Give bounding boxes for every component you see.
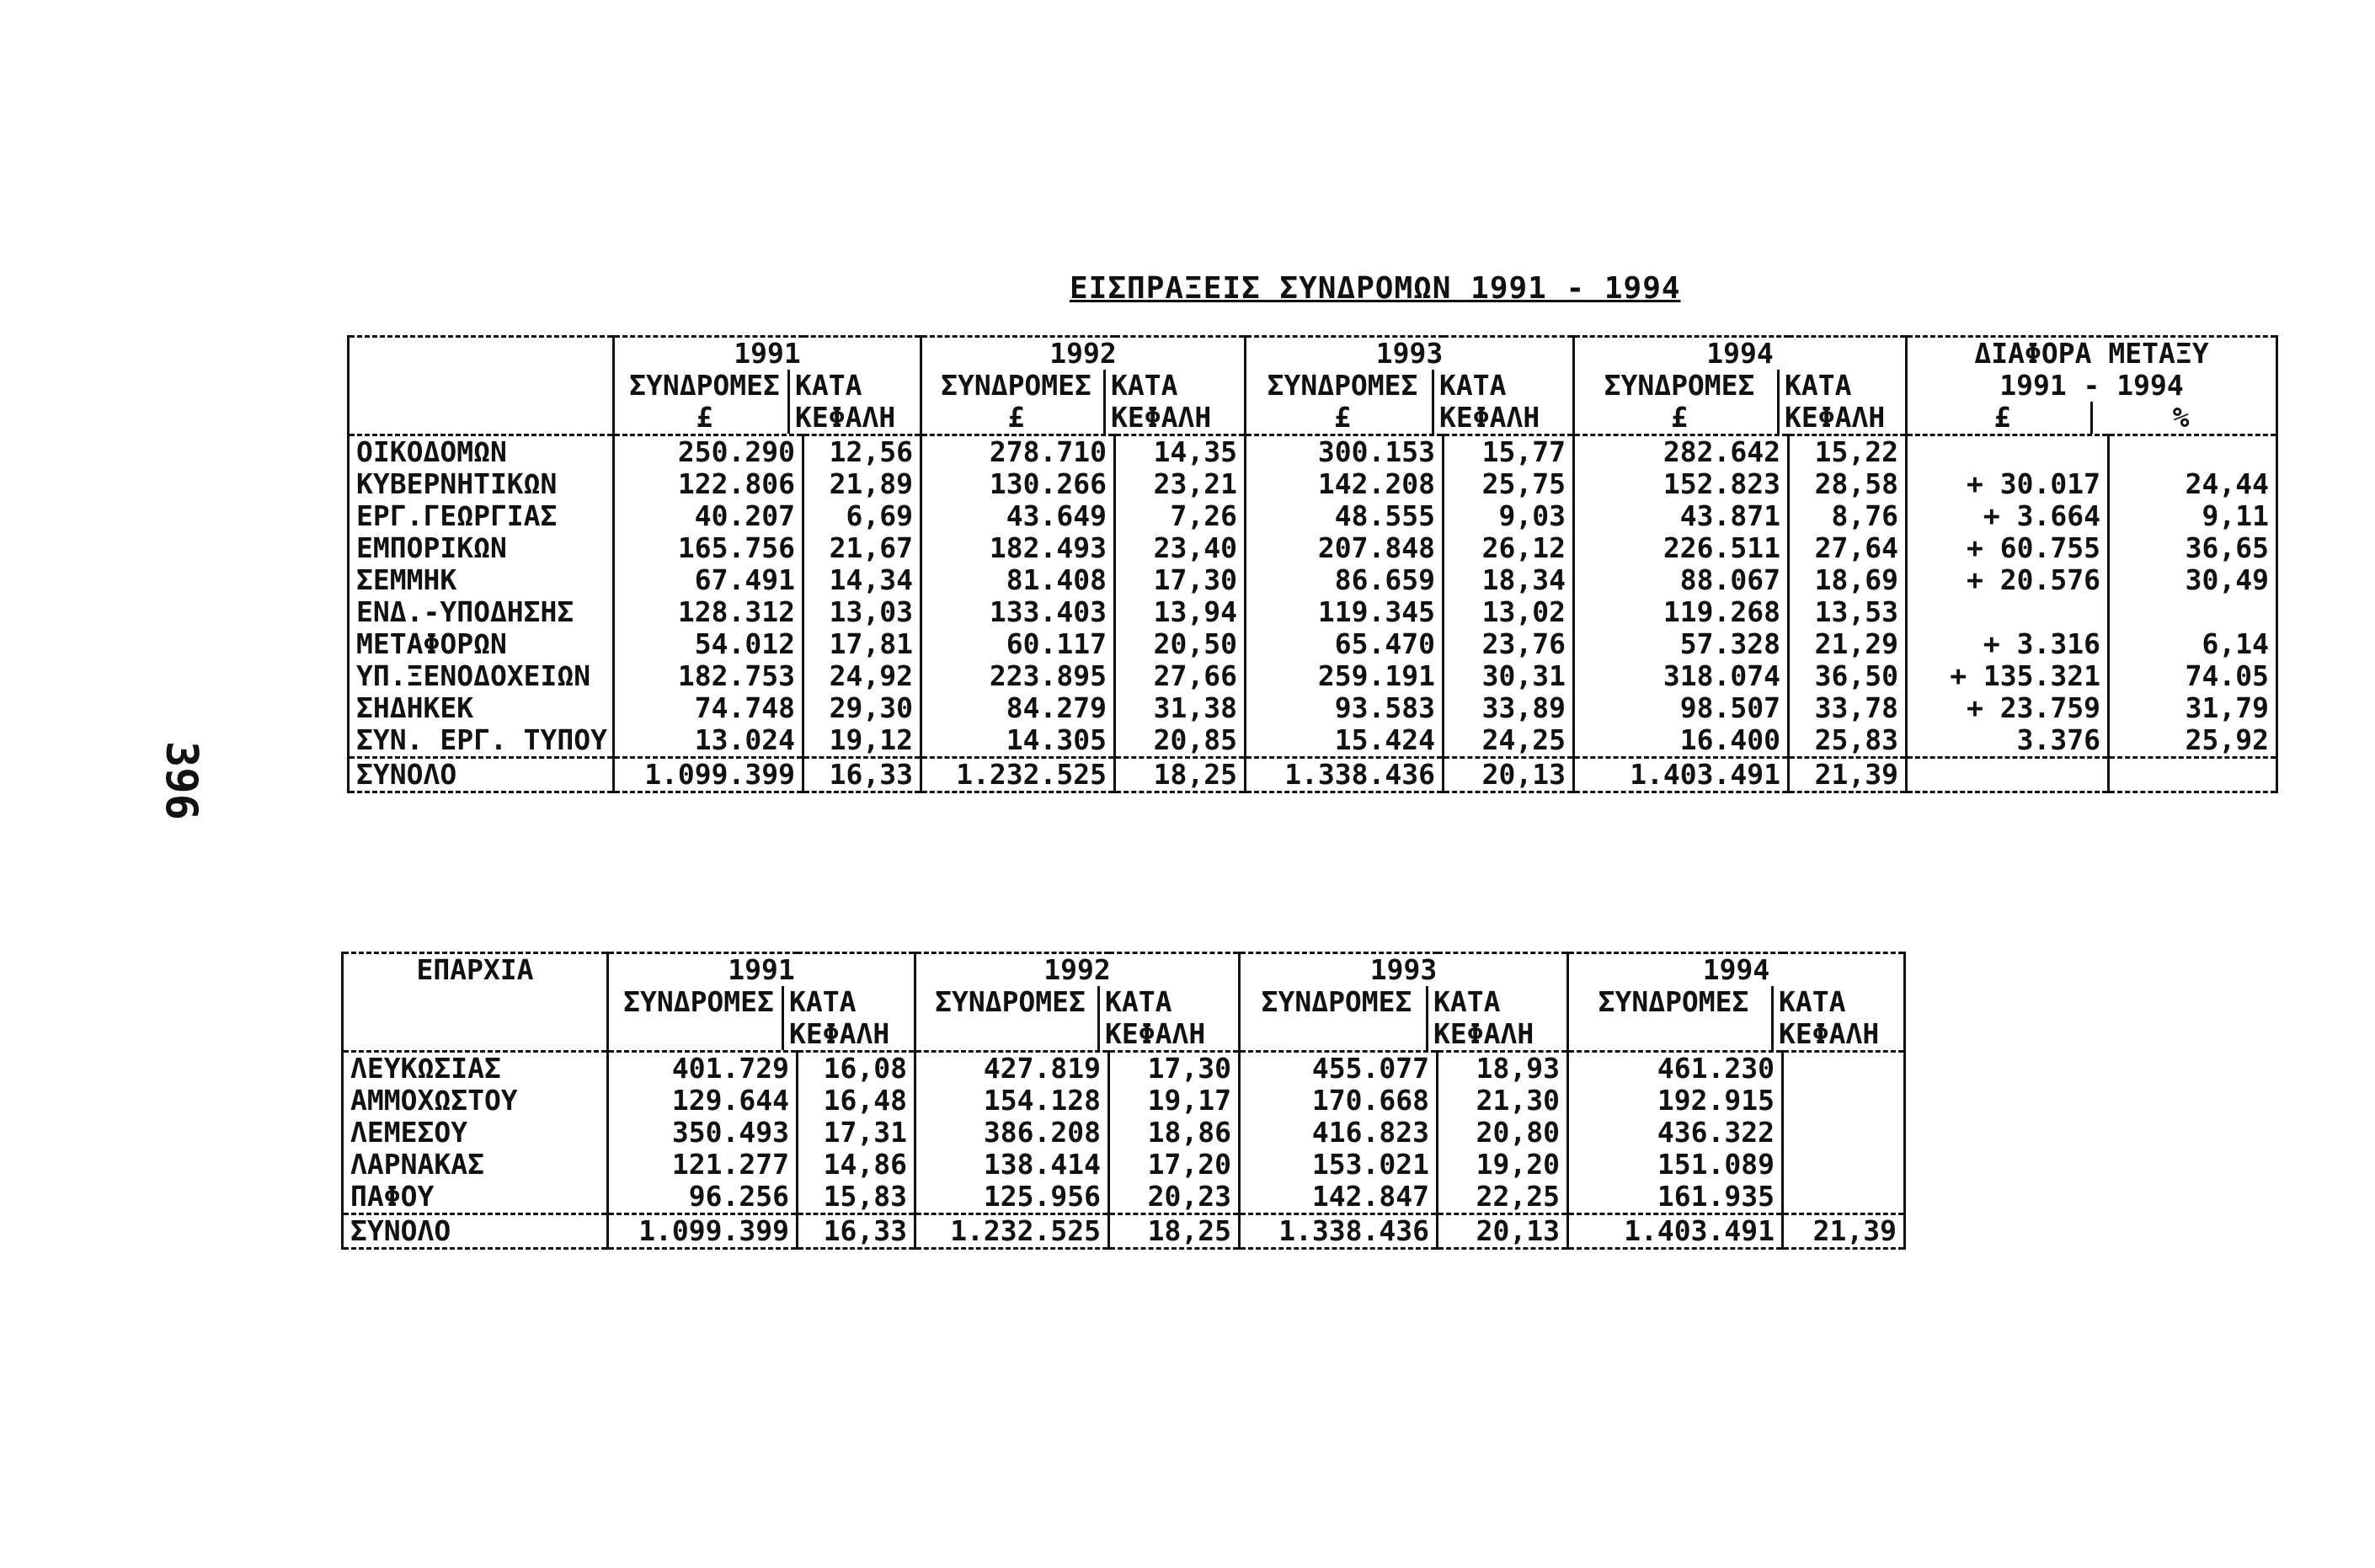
- currency-label: £: [1671, 401, 1688, 434]
- table1-cell: 122.806: [677, 467, 795, 500]
- table1-cell: [1914, 436, 2100, 468]
- per-capita-label: ΚΑΤΑ: [1111, 369, 1178, 402]
- table2-cell: 19,17: [1147, 1084, 1231, 1117]
- table2-cell: 121.277: [671, 1148, 789, 1181]
- total-difference-amount: [1907, 758, 2109, 792]
- table1-cell: 25,92: [2185, 723, 2269, 756]
- table2-cell: 18,93: [1476, 1052, 1560, 1085]
- table1-cell: 12,56: [829, 435, 913, 468]
- table-header: [349, 337, 2277, 435]
- table1-cell: 18,34: [1481, 563, 1566, 596]
- per-capita-label: ΚΕΦΑΛΗ: [795, 401, 896, 434]
- table1-cell: 9,03: [1498, 499, 1566, 532]
- table1-cell: 84.279: [1006, 691, 1107, 724]
- table1-cell: 30,31: [1481, 659, 1566, 692]
- table1-cell: 21,29: [1814, 627, 1898, 660]
- table1-cell: + 3.664: [1983, 499, 2100, 532]
- total-difference-percent: [2109, 758, 2277, 792]
- table1-cell: ΕΡΓ.ΓΕΩΡΓΙΑΣ: [356, 499, 558, 532]
- table1-cell: ΣΕΜΜΗΚ: [356, 563, 457, 596]
- per-capita-1992-column: [1109, 1052, 1240, 1214]
- table1-cell: 133.403: [989, 595, 1107, 628]
- total-subscriptions-1992: 1.232.525: [921, 758, 1115, 792]
- table1-cell: 6,14: [2202, 627, 2269, 660]
- year-label: 1992: [1049, 337, 1117, 370]
- subscriptions-label: ΣΥΝΔΡΟΜΕΣ: [623, 985, 774, 1018]
- table1-cell: 119.345: [1317, 595, 1435, 628]
- table1-cell: 18,69: [1814, 563, 1898, 596]
- total-per-capita-1992: 18,25: [1115, 758, 1246, 792]
- table2-cell: 416.823: [1311, 1116, 1429, 1149]
- subscriptions-1993-column: [1246, 435, 1444, 758]
- subscriptions-label: ΣΥΝΔΡΟΜΕΣ: [1261, 985, 1412, 1018]
- table1-cell: 19,12: [829, 723, 913, 756]
- table2-cell: 153.021: [1311, 1148, 1429, 1181]
- per-capita-1991-column: [803, 435, 921, 758]
- table1-cell: 57.328: [1679, 627, 1780, 660]
- table1-cell: ΣΗΔΗΚΕΚ: [356, 691, 474, 724]
- district-header: ΕΠΑΡΧΙΑ: [343, 953, 608, 1052]
- table1-cell: 74.05: [2185, 659, 2269, 692]
- total-row: [349, 758, 2277, 792]
- page-number: 396: [156, 741, 206, 820]
- table2-cell: 161.935: [1657, 1180, 1775, 1213]
- table2-cell: 455.077: [1311, 1052, 1429, 1085]
- total-subscriptions-1993: 1.338.436: [1240, 1214, 1438, 1249]
- year-label: 1993: [1369, 953, 1438, 986]
- per-capita-label: ΚΑΤΑ: [1433, 985, 1501, 1018]
- table1-cell: + 30.017: [1967, 467, 2100, 500]
- subscriptions-label: ΣΥΝΔΡΟΜΕΣ: [941, 369, 1091, 402]
- table1-cell: 13.024: [694, 723, 795, 756]
- table1-cell: 33,78: [1814, 691, 1898, 724]
- table1-cell: 33,89: [1481, 691, 1566, 724]
- table1-cell: 31,38: [1153, 691, 1237, 724]
- table1-cell: 36,65: [2185, 531, 2269, 564]
- header-blank: [349, 337, 614, 435]
- total-per-capita-1992: 18,25: [1109, 1214, 1240, 1249]
- sector-names: [349, 435, 614, 758]
- total-per-capita-1994: 21,39: [1789, 758, 1907, 792]
- per-capita-1994-column: [1783, 1052, 1905, 1214]
- table1-cell: 6,69: [846, 499, 913, 532]
- per-capita-label: ΚΑΤΑ: [1785, 369, 1852, 402]
- per-capita-label: ΚΕΦΑΛΗ: [1111, 401, 1212, 434]
- table2-cell: 19,20: [1476, 1148, 1560, 1181]
- table2-cell: [1791, 1149, 1897, 1181]
- table-body: [343, 1052, 1905, 1214]
- total-label: ΣΥΝΟΛΟ: [343, 1214, 608, 1249]
- table1-cell: 40.207: [694, 499, 795, 532]
- table2-cell: 386.208: [983, 1116, 1101, 1149]
- table1-cell: 43.871: [1679, 499, 1780, 532]
- table2-cell: ΛΕΜΕΣΟΥ: [350, 1116, 468, 1149]
- table1-cell: 24,92: [829, 659, 913, 692]
- total-label: ΣΥΝΟΛΟ: [349, 758, 614, 792]
- table2-cell: 16,08: [823, 1052, 907, 1085]
- difference-percent-column: [2109, 435, 2277, 758]
- table1-cell: 182.753: [677, 659, 795, 692]
- table1-cell: 8,76: [1831, 499, 1898, 532]
- table1-cell: 86.659: [1334, 563, 1435, 596]
- table1-cell: 207.848: [1317, 531, 1435, 564]
- per-capita-label: ΚΕΦΑΛΗ: [1785, 401, 1886, 434]
- table1-cell: 119.268: [1662, 595, 1780, 628]
- table1-cell: 43.649: [1006, 499, 1107, 532]
- year-label: 1994: [1706, 337, 1774, 370]
- table1-cell: 15,22: [1814, 435, 1898, 468]
- table2-cell: 16,48: [823, 1084, 907, 1117]
- table2-cell: [1791, 1117, 1897, 1149]
- table2-cell: ΛΕΥΚΩΣΙΑΣ: [350, 1052, 501, 1085]
- table1-cell: 16.400: [1679, 723, 1780, 756]
- subscriptions-by-district-table: [341, 952, 1906, 1250]
- table1-cell: + 135.321: [1950, 659, 2100, 692]
- subscriptions-1994-column: [1568, 1052, 1783, 1214]
- per-capita-label: ΚΑΤΑ: [1439, 369, 1507, 402]
- table1-cell: ΕΝΔ.-ΥΠΟΔΗΣΗΣ: [356, 595, 574, 628]
- table1-cell: + 23.759: [1967, 691, 2100, 724]
- table2-cell: [1791, 1181, 1897, 1213]
- total-subscriptions-1994: 1.403.491: [1574, 758, 1789, 792]
- table2-cell: ΠΑΦΟΥ: [350, 1180, 435, 1213]
- subscriptions-1993-column: [1240, 1052, 1438, 1214]
- per-capita-label: ΚΕΦΑΛΗ: [1105, 1017, 1206, 1050]
- table2-cell: 17,20: [1147, 1148, 1231, 1181]
- table2-cell: ΑΜΜΟΧΩΣΤΟΥ: [350, 1084, 518, 1117]
- table2-cell: 14,86: [823, 1148, 907, 1181]
- per-capita-label: ΚΑΤΑ: [789, 985, 857, 1018]
- table1-cell: 14,34: [829, 563, 913, 596]
- header-1991: [608, 953, 915, 1052]
- subscriptions-label: ΣΥΝΔΡΟΜΕΣ: [1604, 369, 1755, 402]
- table1-cell: 128.312: [677, 595, 795, 628]
- table1-cell: 48.555: [1334, 499, 1435, 532]
- per-capita-1991-column: [798, 1052, 915, 1214]
- currency-label: £: [1007, 401, 1025, 434]
- currency-label: £: [1334, 401, 1351, 434]
- table1-cell: 17,30: [1153, 563, 1237, 596]
- total-subscriptions-1994: 1.403.491: [1568, 1214, 1783, 1249]
- table1-cell: 27,66: [1153, 659, 1237, 692]
- table2-cell: 21,30: [1476, 1084, 1560, 1117]
- table1-cell: ΥΠ.ΞΕΝΟΔΟΧΕΙΩΝ: [356, 659, 591, 692]
- table2-cell: 18,86: [1147, 1116, 1231, 1149]
- table1-cell: 182.493: [989, 531, 1107, 564]
- table1-cell: 36,50: [1814, 659, 1898, 692]
- year-label: 1993: [1375, 337, 1444, 370]
- table1-cell: 250.290: [677, 435, 795, 468]
- table2-cell: 436.322: [1657, 1116, 1775, 1149]
- table1-cell: 28,58: [1814, 467, 1898, 500]
- table1-cell: 300.153: [1317, 435, 1435, 468]
- table1-cell: 142.208: [1317, 467, 1435, 500]
- header-1994: [1568, 953, 1905, 1052]
- table2-cell: ΛΑΡΝΑΚΑΣ: [350, 1148, 484, 1181]
- table1-cell: 20,85: [1153, 723, 1237, 756]
- table1-cell: 165.756: [677, 531, 795, 564]
- table1-cell: 152.823: [1662, 467, 1780, 500]
- table1-cell: 21,67: [829, 531, 913, 564]
- per-capita-label: ΚΕΦΑΛΗ: [789, 1017, 890, 1050]
- per-capita-1994-column: [1789, 435, 1907, 758]
- table1-cell: 98.507: [1679, 691, 1780, 724]
- total-per-capita-1993: 20,13: [1444, 758, 1574, 792]
- total-subscriptions-1993: 1.338.436: [1246, 758, 1444, 792]
- table1-cell: 282.642: [1662, 435, 1780, 468]
- subscriptions-label: ΣΥΝΔΡΟΜΕΣ: [629, 369, 780, 402]
- table1-cell: 259.191: [1317, 659, 1435, 692]
- table1-cell: 27,64: [1814, 531, 1898, 564]
- table1-cell: 13,94: [1153, 595, 1237, 628]
- per-capita-label: ΚΑΤΑ: [1779, 985, 1846, 1018]
- difference-amount-column: [1907, 435, 2109, 758]
- total-per-capita-1993: 20,13: [1438, 1214, 1568, 1249]
- per-capita-label: ΚΕΦΑΛΗ: [1439, 401, 1540, 434]
- table1-cell: [1914, 596, 2100, 628]
- table1-cell: 15.424: [1334, 723, 1435, 756]
- table1-cell: 13,03: [829, 595, 913, 628]
- table2-cell: 154.128: [983, 1084, 1101, 1117]
- currency-label: £: [696, 401, 713, 434]
- year-label: 1992: [1043, 953, 1111, 986]
- table2-cell: 192.915: [1657, 1084, 1775, 1117]
- total-subscriptions-1991: 1.099.399: [614, 758, 803, 792]
- table1-cell: 15,77: [1481, 435, 1566, 468]
- percent-label: %: [2090, 402, 2269, 434]
- table2-cell: 142.847: [1311, 1180, 1429, 1213]
- table2-cell: 20,23: [1147, 1180, 1231, 1213]
- table2-cell: 17,31: [823, 1116, 907, 1149]
- table1-cell: + 20.576: [1967, 563, 2100, 596]
- total-subscriptions-1991: 1.099.399: [608, 1214, 798, 1249]
- table2-cell: 129.644: [671, 1084, 789, 1117]
- per-capita-1993-column: [1444, 435, 1574, 758]
- table2-cell: 401.729: [671, 1052, 789, 1085]
- table1-cell: 93.583: [1334, 691, 1435, 724]
- currency-label: £: [1993, 401, 2011, 434]
- year-label: 1991: [734, 337, 801, 370]
- table1-cell: 21,89: [829, 467, 913, 500]
- table2-cell: 170.668: [1311, 1084, 1429, 1117]
- table1-cell: ΣΥΝ. ΕΡΓ. ΤΥΠΟΥ: [356, 723, 608, 756]
- table1-cell: 31,79: [2185, 691, 2269, 724]
- table1-cell: 26,12: [1481, 531, 1566, 564]
- table1-cell: 9,11: [2202, 499, 2269, 532]
- table2-cell: 151.089: [1657, 1148, 1775, 1181]
- table1-cell: 30,49: [2185, 563, 2269, 596]
- table2-cell: 15,83: [823, 1180, 907, 1213]
- table1-cell: 23,21: [1153, 467, 1237, 500]
- table2-cell: [1791, 1053, 1897, 1085]
- subscriptions-1992-column: [915, 1052, 1109, 1214]
- header-1993: [1246, 337, 1574, 435]
- table1-cell: 81.408: [1006, 563, 1107, 596]
- header-1993: [1240, 953, 1568, 1052]
- per-capita-label: ΚΕΦΑΛΗ: [1433, 1017, 1534, 1050]
- table-body: [349, 435, 2277, 758]
- header-1991: [614, 337, 921, 435]
- total-subscriptions-1992: 1.232.525: [915, 1214, 1109, 1249]
- subscriptions-by-sector-table: [347, 335, 2278, 793]
- table1-cell: 14.305: [1006, 723, 1107, 756]
- table1-cell: + 60.755: [1967, 531, 2100, 564]
- per-capita-label: ΚΕΦΑΛΗ: [1779, 1017, 1880, 1050]
- header-1992: [921, 337, 1246, 435]
- table1-cell: 29,30: [829, 691, 913, 724]
- per-capita-1993-column: [1438, 1052, 1568, 1214]
- table1-cell: 25,75: [1481, 467, 1566, 500]
- total-row: [343, 1214, 1905, 1249]
- table1-cell: 20,50: [1153, 627, 1237, 660]
- table-header: [343, 953, 1905, 1052]
- table1-cell: 65.470: [1334, 627, 1435, 660]
- subscriptions-label: ΣΥΝΔΡΟΜΕΣ: [1267, 369, 1418, 402]
- per-capita-label: ΚΑΤΑ: [1105, 985, 1172, 1018]
- table1-cell: ΕΜΠΟΡΙΚΩΝ: [356, 531, 507, 564]
- table1-cell: 23,76: [1481, 627, 1566, 660]
- total-per-capita-1991: 16,33: [803, 758, 921, 792]
- header-1994: [1574, 337, 1907, 435]
- difference-label: ΔΙΑΦΟΡΑ ΜΕΤΑΞΥ: [1974, 337, 2209, 370]
- header-difference: [1907, 337, 2277, 435]
- table1-cell: 7,26: [1170, 499, 1237, 532]
- table2-cell: 138.414: [983, 1148, 1101, 1181]
- subscriptions-label: ΣΥΝΔΡΟΜΕΣ: [1598, 985, 1749, 1018]
- table2-cell: 125.956: [983, 1180, 1101, 1213]
- table1-cell: 130.266: [989, 467, 1107, 500]
- table1-cell: 318.074: [1662, 659, 1780, 692]
- table1-cell: 226.511: [1662, 531, 1780, 564]
- total-per-capita-1991: 16,33: [798, 1214, 915, 1249]
- table2-cell: 461.230: [1657, 1052, 1775, 1085]
- table1-cell: 14,35: [1153, 435, 1237, 468]
- page-title: ΕΙΣΠΡΑΞΕΙΣ ΣΥΝΔΡΟΜΩΝ 1991 - 1994: [1070, 271, 1681, 306]
- table2-cell: 22,25: [1476, 1180, 1560, 1213]
- table1-cell: 3.376: [2016, 723, 2100, 756]
- table1-cell: 23,40: [1153, 531, 1237, 564]
- table1-cell: 24,44: [2185, 467, 2269, 500]
- table2-cell: 20,80: [1476, 1116, 1560, 1149]
- per-capita-1992-column: [1115, 435, 1246, 758]
- table1-cell: 60.117: [1006, 627, 1107, 660]
- table1-cell: ΚΥΒΕΡΝΗΤΙΚΩΝ: [356, 467, 558, 500]
- subscriptions-1992-column: [921, 435, 1115, 758]
- subscriptions-1994-column: [1574, 435, 1789, 758]
- table1-cell: ΟΙΚΟΔΟΜΩΝ: [356, 435, 507, 468]
- district-names: [343, 1052, 608, 1214]
- subscriptions-1991-column: [614, 435, 803, 758]
- table2-cell: [1791, 1085, 1897, 1117]
- table2-cell: 350.493: [671, 1116, 789, 1149]
- subscriptions-label: ΣΥΝΔΡΟΜΕΣ: [935, 985, 1086, 1018]
- table1-cell: 17,81: [829, 627, 913, 660]
- difference-years: 1991 - 1994: [1999, 369, 2184, 402]
- table1-cell: 24,25: [1481, 723, 1566, 756]
- total-per-capita-1994: 21,39: [1783, 1214, 1905, 1249]
- table2-cell: 96.256: [688, 1180, 789, 1213]
- per-capita-label: ΚΑΤΑ: [795, 369, 862, 402]
- table1-cell: 88.067: [1679, 563, 1780, 596]
- table1-cell: 13,02: [1481, 595, 1566, 628]
- header-1992: [915, 953, 1240, 1052]
- table1-cell: 25,83: [1814, 723, 1898, 756]
- table2-cell: 427.819: [983, 1052, 1101, 1085]
- table1-cell: 278.710: [989, 435, 1107, 468]
- table1-cell: [2116, 436, 2269, 468]
- table1-cell: 223.895: [989, 659, 1107, 692]
- year-label: 1991: [728, 953, 795, 986]
- table1-cell: 13,53: [1814, 595, 1898, 628]
- table1-cell: ΜΕΤΑΦΟΡΩΝ: [356, 627, 507, 660]
- table1-cell: [2116, 596, 2269, 628]
- table1-cell: 54.012: [694, 627, 795, 660]
- subscriptions-1991-column: [608, 1052, 798, 1214]
- table2-cell: 17,30: [1147, 1052, 1231, 1085]
- table1-cell: + 3.316: [1983, 627, 2100, 660]
- table1-cell: 67.491: [694, 563, 795, 596]
- year-label: 1994: [1702, 953, 1770, 986]
- table1-cell: 74.748: [694, 691, 795, 724]
